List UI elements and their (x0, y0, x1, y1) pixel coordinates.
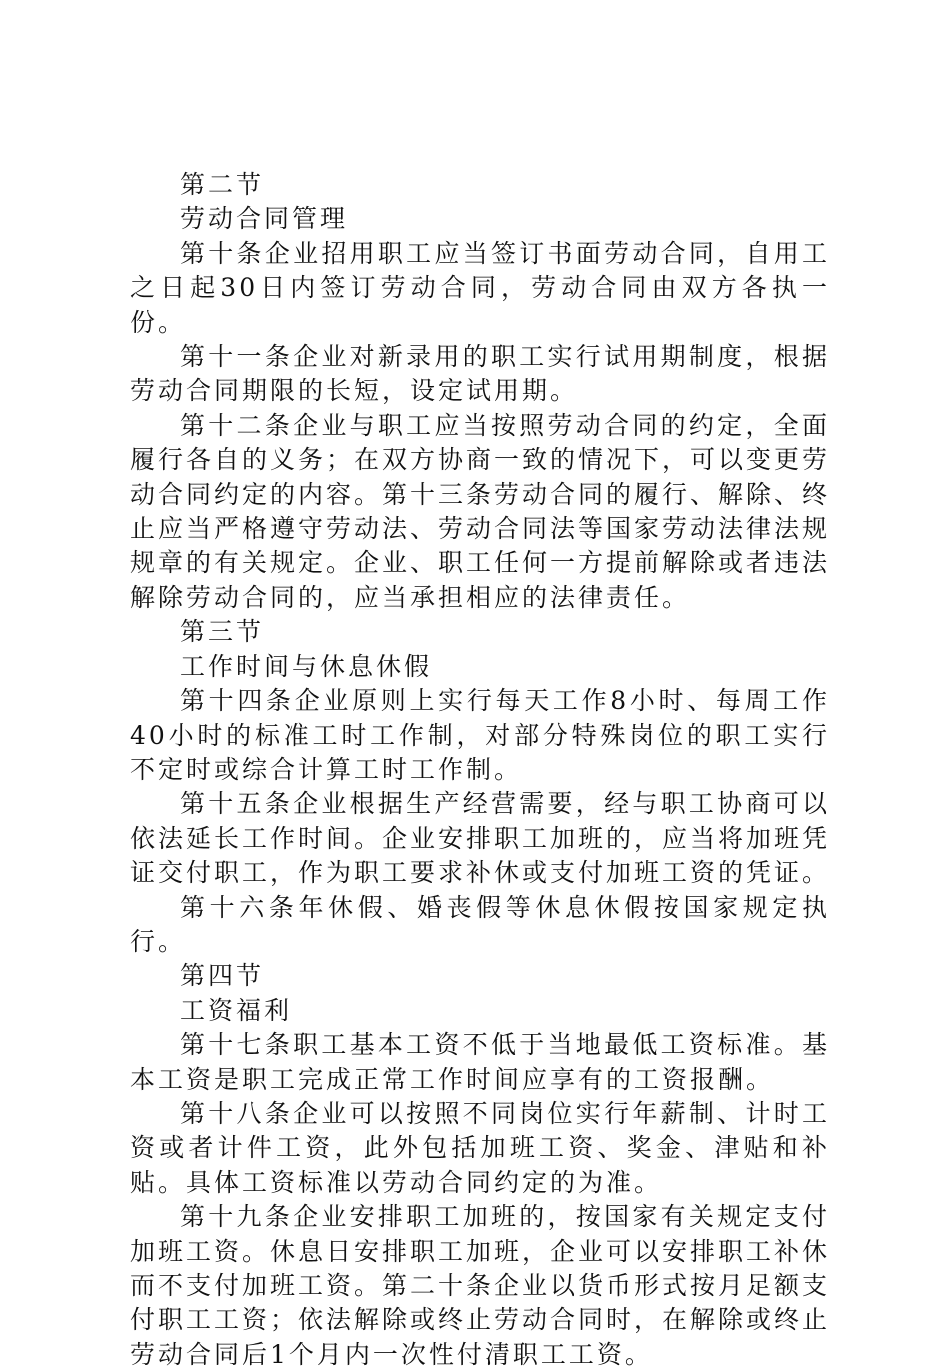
document-body (130, 168, 830, 1372)
article-paragraph: 第十四条企业原则上实行每天工作8小时、每周工作40小时的标准工时工作制，对部分特殊岗位的职工实行不定时或综合计算工时工作制。 (130, 686, 830, 784)
section-title: 工作时间与休息休假 (180, 651, 433, 681)
article-paragraph: 第十九条企业安排职工加班的，按国家有关规定支付加班工资。休息日安排职工加班，企业可以安排职工补休而不支付加班工资。第二十条企业以货币形式按月足额支付职工工资；依法解除或终止劳动合同时，在解除或终止劳动合同后1个月内一次性付清职工工资。 (130, 1202, 831, 1369)
article-paragraph: 第十二条企业与职工应当按照劳动合同的约定，全面履行各自的义务；在双方协商一致的情况下，可以变更劳动合同约定的内容。第十三条劳动合同的履行、解除、终止应当严格遵守劳动法、劳动合同法等国家劳动法律法规规章的有关规定。企业、职工任何一方提前解除或者违法解除劳动合同的，应当承担相应的法律责任。 (130, 410, 831, 612)
section-number: 第四节 (180, 961, 265, 991)
section-number: 第二节 (180, 170, 265, 199)
section-title: 劳动合同管理 (180, 204, 349, 234)
article-paragraph: 第十七条职工基本工资不低于当地最低工资标准。基本工资是职工完成正常工作时间应享有的工资报酬。 (130, 1030, 830, 1094)
article-paragraph: 第十八条企业可以按照不同岗位实行年薪制、计时工资或者计件工资，此外包括加班工资、奖金、津贴和补贴。具体工资标准以劳动合同约定的为准。 (130, 1098, 830, 1197)
article-paragraph: 第十六条年休假、婚丧假等休息休假按国家规定执行。 (130, 892, 830, 956)
section-number: 第三节 (180, 617, 265, 647)
article-paragraph: 第十条企业招用职工应当签订书面劳动合同，自用工之日起30日内签订劳动合同，劳动合同由双方各执一份。 (130, 238, 830, 337)
article-paragraph: 第十一条企业对新录用的职工实行试用期制度，根据劳动合同期限的长短，设定试用期。 (130, 342, 830, 406)
article-paragraph: 第十五条企业根据生产经营需要，经与职工协商可以依法延长工作时间。企业安排职工加班的，应当将加班凭证交付职工，作为职工要求补休或支付加班工资的凭证。 (130, 789, 831, 888)
section-title: 工资福利 (180, 995, 293, 1025)
